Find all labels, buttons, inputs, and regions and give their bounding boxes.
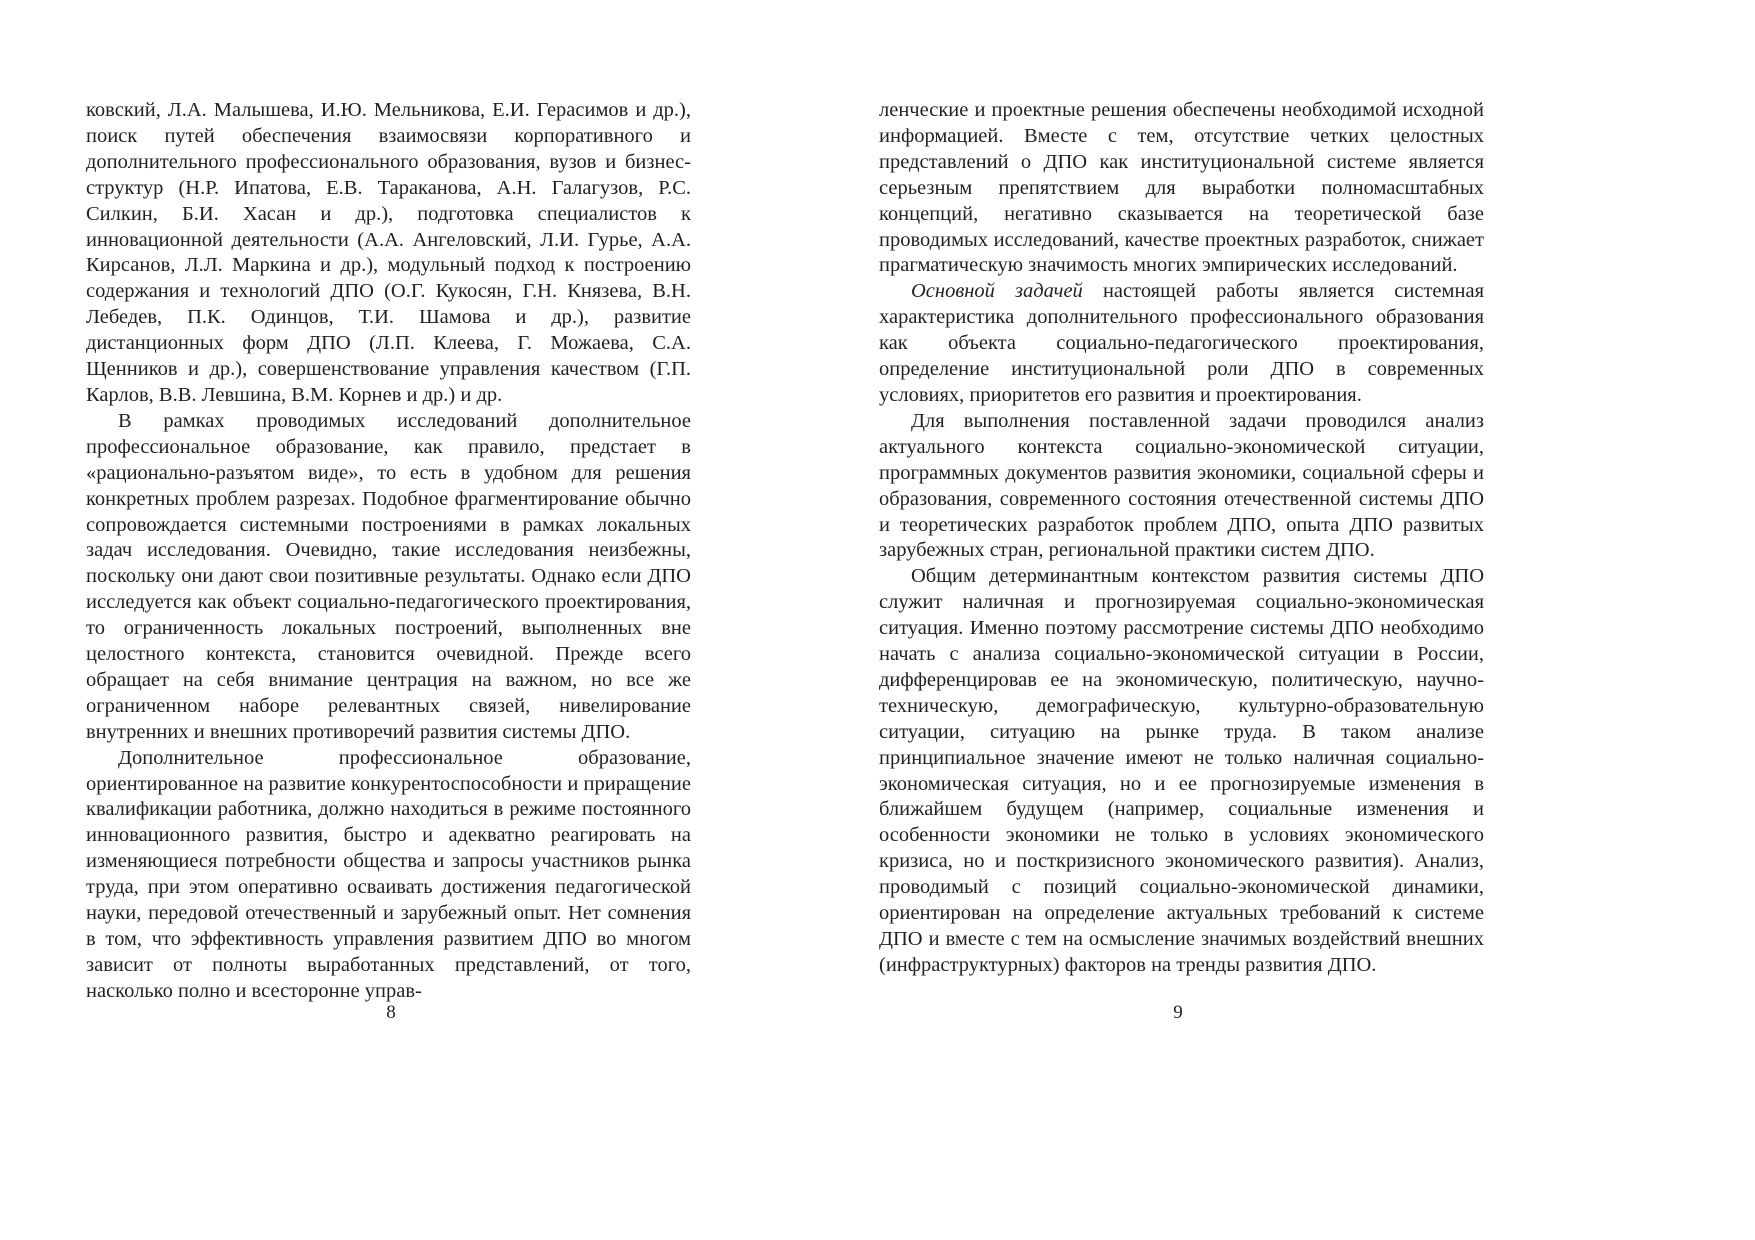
right-paragraph-1: ленческие и проектные решения обеспечены необходимой исходной информацией. Вместе с тем, отсутствие четких целостных представлений о ДПО как институциональной системе является серьезным препятствием для выработки полномасштабных концепций, негативно сказывается на теоретической базе проводимых исследований, качестве проектных разработок, снижает прагматическую значимость многих эмпирических исследований. (879, 99, 1484, 277)
left-paragraph-2: В рамках проводимых исследований дополнительное профессиональное образование, как правило, предстает в «рационально-разъятом виде», то есть в удобном для решения конкретных проблем разрезах. Подобное фрагментирование обычно сопровождается системными построениями в рамках локальных задач исследования. Очевидно, такие исследования неизбежны, поскольку они дают свои позитивные результаты. Однако если ДПО исследуется как объект социально-педагогического проектирования, то ограниченность локальных построений, выполненных вне целостного контекста, становится очевидной. Прежде всего обращает на себя внимание центрация на важном, но все же ограниченном наборе релевантных связей, нивелирование внутренних и внешних противоречий развития системы ДПО. (86, 409, 691, 743)
right-page-text (879, 98, 1484, 979)
left-page (0, 0, 776, 1097)
right-page-number: 9 (1173, 1002, 1183, 1023)
right-paragraph-2 (879, 279, 1484, 409)
right-page (777, 0, 1553, 1097)
right-paragraph-2-text: настоящей работы является системная характеристика дополнительного профессионального образования как объекта социально-педагогического проектирования, определение институциональной роли ДПО в современных условиях, приоритетов его развития и проектирования. (879, 280, 1484, 406)
left-page-text (86, 98, 691, 1005)
left-paragraph-3: Дополнительное профессиональное образование, ориентированное на развитие конкурентоспособности и приращение квалификации работника, должно находиться в режиме постоянного инновационного развития, быстро и адекватно реагировать на изменяющиеся потребности общества и запросы участников рынка труда, при этом оперативно осваивать достижения педагогической науки, передовой отечественный и зарубежный опыт. Нет сомнения в том, что эффективность управления развитием ДПО во многом зависит от полноты выработанных представлений, от того, насколько полно и всесторонне управ- (86, 746, 691, 1002)
right-paragraph-3: Для выполнения поставленной задачи проводился анализ актуального контекста социально-экономической ситуации, программных документов развития экономики, социальной сферы и образования, современного состояния отечественной системы ДПО и теоретических разработок проблем ДПО, опыта ДПО развитых зарубежных стран, региональной практики систем ДПО. (879, 409, 1484, 562)
left-page-number: 8 (386, 1002, 396, 1023)
right-paragraph-4: Общим детерминантным контекстом развития системы ДПО служит наличная и прогнозируемая социально-экономическая ситуация. Именно поэтому рассмотрение системы ДПО необходимо начать с анализа социально-экономической ситуации в России, дифференцировав ее на экономическую, политическую, научно-техническую, демографическую, культурно-образовательную ситуации, ситуацию на рынке труда. В таком анализе принципиальное значение имеют не только наличная социально-экономическая ситуация, но и ее прогнозируемые изменения в ближайшем будущем (например, социальные изменения и особенности экономики не только в условиях экономического кризиса, но и посткризисного экономического развития). Анализ, проводимый с позиций социально-экономической динамики, ориентирован на определение актуальных требований к системе ДПО и вместе с тем на осмысление значимых воздействий внешних (инфраструктурных) факторов на тренды развития ДПО. (879, 565, 1484, 976)
right-paragraph-2-emphasis: Основной задачей (911, 280, 1083, 303)
left-paragraph-1: ковский, Л.А. Малышева, И.Ю. Мельникова, Е.И. Герасимов и др.), поиск путей обеспечения взаимосвязи корпоративного и дополнительного профессионального образования, вузов и бизнес-структур (Н.Р. Ипатова, Е.В. Тараканова, А.Н. Галагузов, Р.С. Силкин, Б.И. Хасан и др.), подготовка специалистов к инновационной деятельности (А.А. Ангеловский, Л.И. Гурье, А.А. Кирсанов, Л.Л. Маркина и др.), модульный подход к построению содержания и технологий ДПО (О.Г. Кукосян, Г.Н. Князева, В.Н. Лебедев, П.К. Одинцов, Т.И. Шамова и др.), развитие дистанционных форм ДПО (Л.П. Клеева, Г. Можаева, С.А. Щенников и др.), совершенствование управления качеством (Г.П. Карлов, В.В. Левшина, В.М. Корнев и др.) и др. (86, 99, 691, 406)
